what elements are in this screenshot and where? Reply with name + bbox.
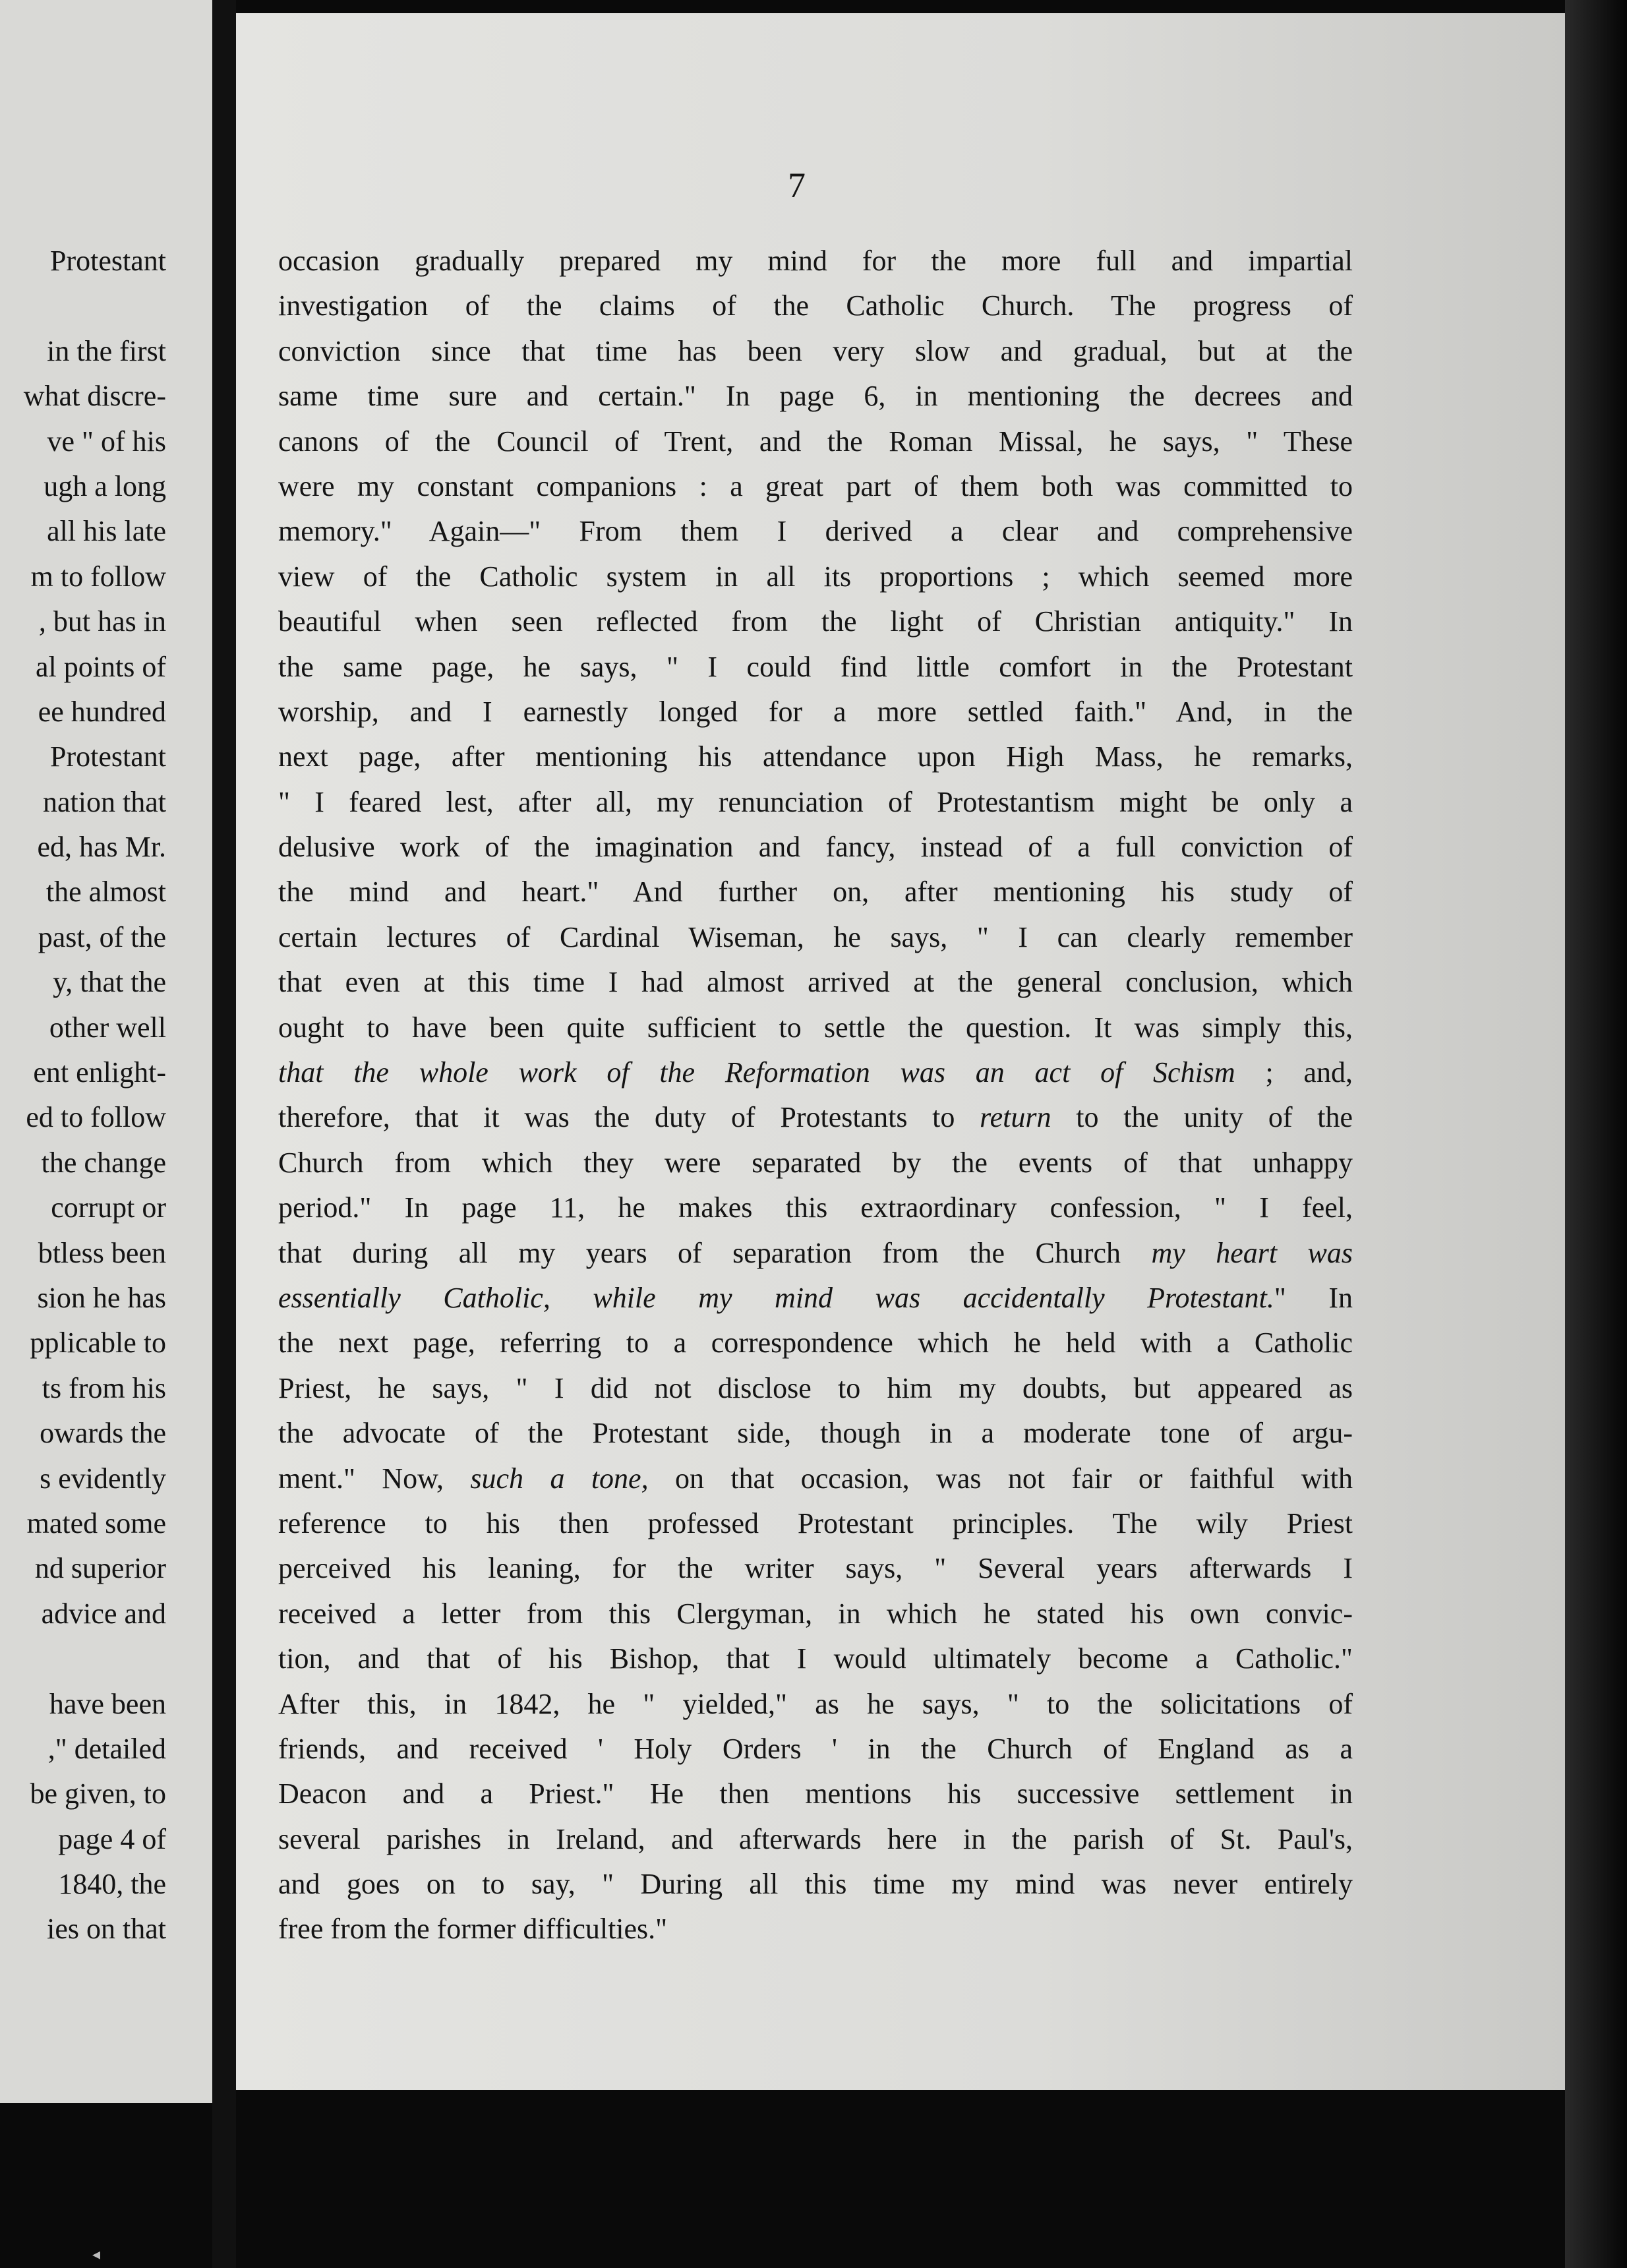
body-text — [278, 239, 1353, 1952]
left-fragment-line: ent enlight- — [33, 1056, 166, 1089]
body-line: essentially Catholic, while my mind was accidentally Protestant." In — [278, 1281, 1353, 1314]
left-page-fragment — [0, 0, 212, 2103]
left-fragment-line: ed, has Mr. — [37, 831, 166, 864]
book-gutter — [212, 0, 236, 2268]
left-fragment-line: Protestant — [50, 245, 166, 277]
left-fragment-line — [24, 284, 166, 328]
body-line: view of the Catholic system in all its proportions ; which seemed more — [278, 560, 1353, 593]
body-line: ought to have been quite sufficient to settle the question. It was simply this, — [278, 1011, 1353, 1044]
body-line: worship, and I earnestly longed for a more settled faith." And, in the — [278, 695, 1353, 728]
left-page-text — [24, 239, 166, 1952]
left-fragment-line: corrupt or — [51, 1191, 166, 1224]
left-fragment-line: 1840, the — [58, 1868, 166, 1901]
body-line: Church from which they were separated by the events of that unhappy — [278, 1146, 1353, 1179]
left-fragment-line: pplicable to — [30, 1327, 166, 1359]
body-line: the next page, referring to a correspondence which he held with a Catholic — [278, 1327, 1353, 1359]
body-line: Deacon and a Priest." He then mentions his successive settlement in — [278, 1777, 1353, 1810]
left-fragment-line: the almost — [45, 876, 166, 909]
left-fragment-line: btless been — [38, 1236, 166, 1269]
left-fragment-line: ee hundred — [38, 695, 166, 728]
body-line: therefore, that it was the duty of Protestants to return to the unity of the — [278, 1101, 1353, 1134]
body-line: and goes on to say, " During all this time my mind was never entirely — [278, 1868, 1353, 1901]
left-fragment-line: nd superior — [34, 1552, 166, 1585]
body-line: that even at this time I had almost arrived at the general conclusion, which — [278, 966, 1353, 999]
left-fragment-line: other well — [49, 1011, 166, 1044]
left-fragment-line: past, of the — [38, 920, 166, 953]
left-fragment-line: mated some — [26, 1507, 166, 1539]
left-fragment-line: advice and — [41, 1597, 166, 1630]
left-fragment-line: sion he has — [37, 1281, 166, 1314]
page-number: 7 — [788, 165, 806, 205]
left-fragment-line: m to follow — [30, 560, 166, 593]
left-fragment-line: ts from his — [42, 1371, 166, 1404]
body-line: ment." Now, such a tone, on that occasion, was not fair or faithful with — [278, 1462, 1353, 1495]
body-line: that the whole work of the Reformation was an act of Schism ; and, — [278, 1056, 1353, 1089]
body-line: the mind and heart." And further on, after mentioning his study of — [278, 876, 1353, 909]
left-fragment-line: ed to follow — [26, 1101, 166, 1134]
left-fragment-line: be given, to — [30, 1777, 166, 1810]
body-line: the advocate of the Protestant side, though in a moderate tone of argu- — [278, 1417, 1353, 1450]
body-line: After this, in 1842, he " yielded," as he says, " to the solicitations of — [278, 1687, 1353, 1720]
page-edge — [1565, 0, 1627, 2268]
left-fragment-line: al points of — [36, 650, 166, 683]
body-line: next page, after mentioning his attendance upon High Mass, he remarks, — [278, 740, 1353, 773]
body-line: delusive work of the imagination and fancy, instead of a full conviction of — [278, 831, 1353, 864]
left-fragment-line: all his late — [47, 515, 166, 548]
body-line: beautiful when seen reflected from the light of Christian antiquity." In — [278, 605, 1353, 638]
left-fragment-line: in the first — [47, 334, 166, 367]
body-line: same time sure and certain." In page 6, in mentioning the decrees and — [278, 380, 1353, 413]
left-fragment-line: Protestant — [50, 740, 166, 773]
left-fragment-line: what discre- — [23, 380, 166, 413]
left-fragment-line: have been — [49, 1687, 166, 1720]
left-fragment-line: ugh a long — [44, 469, 166, 502]
body-line: several parishes in Ireland, and afterwards here in the parish of St. Paul's, — [278, 1822, 1353, 1855]
left-fragment-line — [24, 1636, 166, 1681]
left-fragment-line: , but has in — [38, 605, 166, 638]
body-line: free from the former difficulties." — [278, 1913, 668, 1946]
body-line: reference to his then professed Protestant principles. The wily Priest — [278, 1507, 1353, 1539]
body-line: investigation of the claims of the Catholic Church. The progress of — [278, 289, 1353, 322]
left-fragment-line: ies on that — [47, 1913, 166, 1946]
left-fragment-line: ve " of his — [47, 425, 166, 458]
left-fragment-line: y, that the — [53, 966, 166, 999]
body-line: that during all my years of separation from the Church my heart was — [278, 1236, 1353, 1269]
body-line: memory." Again—" From them I derived a clear and comprehensive — [278, 515, 1353, 548]
body-line: tion, and that of his Bishop, that I would ultimately become a Catholic." — [278, 1642, 1353, 1675]
body-line: " I feared lest, after all, my renunciation of Protestantism might be only a — [278, 785, 1353, 818]
left-fragment-line: owards the — [40, 1417, 166, 1450]
body-line: received a letter from this Clergyman, in which he stated his own convic- — [278, 1597, 1353, 1630]
left-fragment-line: ," detailed — [47, 1732, 166, 1765]
body-line: were my constant companions : a great part of them both was committed to — [278, 469, 1353, 502]
body-line: conviction since that time has been very slow and gradual, but at the — [278, 334, 1353, 367]
body-line: friends, and received ' Holy Orders ' in the Church of England as a — [278, 1732, 1353, 1765]
body-line: occasion gradually prepared my mind for the more full and impartial — [278, 245, 1353, 277]
left-fragment-line: nation that — [43, 785, 166, 818]
body-line: the same page, he says, " I could find little comfort in the Protestant — [278, 650, 1353, 683]
scan-mark: ◂ — [92, 2246, 101, 2263]
body-line: canons of the Council of Trent, and the Roman Missal, he says, " These — [278, 425, 1353, 458]
body-line: period." In page 11, he makes this extraordinary confession, " I feel, — [278, 1191, 1353, 1224]
body-line: perceived his leaning, for the writer says, " Several years afterwards I — [278, 1552, 1353, 1585]
left-fragment-line: page 4 of — [58, 1822, 166, 1855]
body-line: certain lectures of Cardinal Wiseman, he says, " I can clearly remember — [278, 920, 1353, 953]
body-line: Priest, he says, " I did not disclose to him my doubts, but appeared as — [278, 1371, 1353, 1404]
left-fragment-line: s evidently — [40, 1462, 166, 1495]
left-fragment-line: the change — [41, 1146, 166, 1179]
